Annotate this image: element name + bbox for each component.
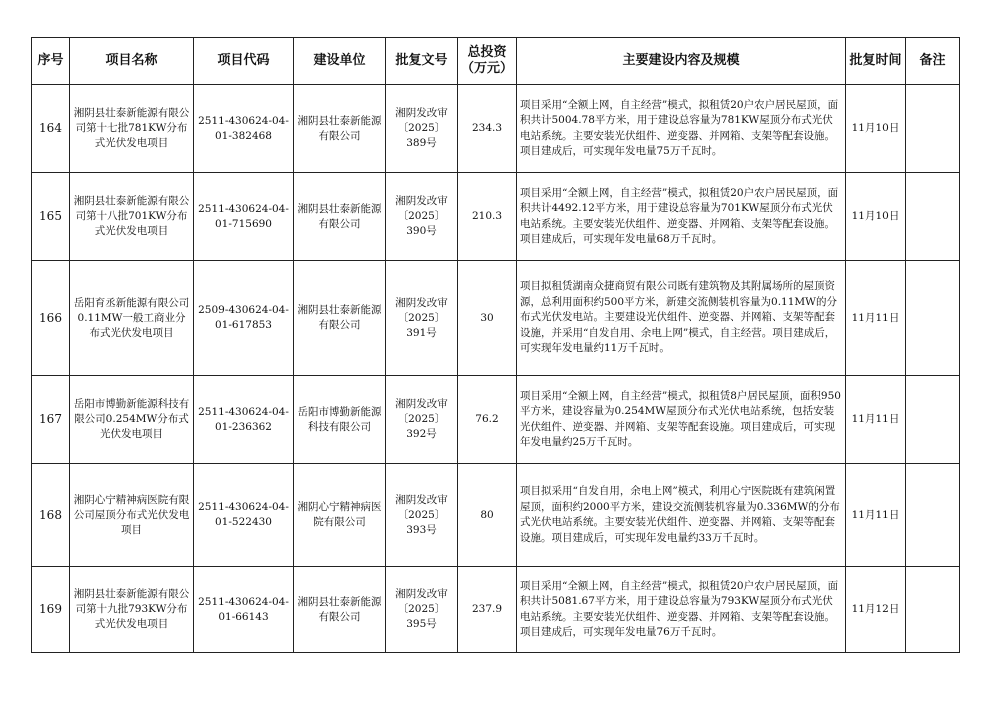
row-approval-doc: 湘阴发改审〔2025〕391号 <box>386 261 458 376</box>
row-content: 项目拟租赁湖南众捷商贸有限公司既有建筑物及其附属场所的屋顶资源，总利用面积约500平方米，新建交流侧装机容量为0.11MW的分布式光伏发电站。主要建设光伏组件、逆变器、并网箱、支架等配套设施，并采用“自发自用、余电上网”模式，自主经营。项目建成后，可实现年发电量约11万千瓦时。 <box>517 261 846 376</box>
row-approval-doc: 湘阴发改审〔2025〕395号 <box>386 567 458 653</box>
row-approval-date: 11月10日 <box>846 173 906 261</box>
row-content: 项目采用“全额上网，自主经营”模式，拟租赁20户农户居民屋顶，面积共计5004.78平方米，用于建设总容量为781KW屋顶分布式光伏电站系统。主要安装光伏组件、逆变器、并网箱、支架等配套设施。项目建成后，可实现年发电量75万千瓦时。 <box>517 85 846 173</box>
row-project-name: 湘阴县壮泰新能源有限公司第十九批793KW分布式光伏发电项目 <box>70 567 194 653</box>
row-project-name: 湘阴县壮泰新能源有限公司第十七批781KW分布式光伏发电项目 <box>70 85 194 173</box>
row-note <box>906 173 960 261</box>
table-row <box>32 376 960 464</box>
row-no: 168 <box>32 464 70 567</box>
row-no: 164 <box>32 85 70 173</box>
project-approval-table <box>31 37 960 653</box>
row-no: 165 <box>32 173 70 261</box>
row-project-code: 2511-430624-04-01-382468 <box>194 85 294 173</box>
header-unit: 建设单位 <box>294 38 386 85</box>
row-approval-doc: 湘阴发改审〔2025〕389号 <box>386 85 458 173</box>
table-row <box>32 464 960 567</box>
row-project-code: 2509-430624-04-01-617853 <box>194 261 294 376</box>
row-approval-doc: 湘阴发改审〔2025〕392号 <box>386 376 458 464</box>
row-content: 项目拟采用“自发自用，余电上网”模式，利用心宁医院既有建筑闲置屋顶，面积约2000平方米，建设交流侧装机容量为0.336MW的分布式光伏电站系统。主要安装光伏组件、逆变器、并网箱、支架等配套设施。项目建成后，可实现年发电量约33万千瓦时。 <box>517 464 846 567</box>
header-doc: 批复文号 <box>386 38 458 85</box>
row-no: 166 <box>32 261 70 376</box>
row-investment: 210.3 <box>458 173 517 261</box>
row-project-name: 湘阴县壮泰新能源有限公司第十八批701KW分布式光伏发电项目 <box>70 173 194 261</box>
row-approval-date: 11月11日 <box>846 376 906 464</box>
row-project-code: 2511-430624-04-01-522430 <box>194 464 294 567</box>
header-date: 批复时间 <box>846 38 906 85</box>
row-note <box>906 376 960 464</box>
row-build-unit: 湘阴县壮泰新能源有限公司 <box>294 173 386 261</box>
row-note <box>906 85 960 173</box>
row-no: 167 <box>32 376 70 464</box>
table-row <box>32 85 960 173</box>
table-row <box>32 567 960 653</box>
row-content: 项目采用“全额上网，自主经营”模式，拟租赁20户农户居民屋顶，面积共计5081.67平方米，用于建设总容量为793KW屋顶分布式光伏电站系统。主要安装光伏组件、逆变器、并网箱、支架等配套设施。项目建成后，可实现年发电量76万千瓦时。 <box>517 567 846 653</box>
table-row <box>32 173 960 261</box>
row-note <box>906 464 960 567</box>
row-build-unit: 湘阴县壮泰新能源有限公司 <box>294 85 386 173</box>
header-no: 序号 <box>32 38 70 85</box>
table-row <box>32 261 960 376</box>
row-note <box>906 261 960 376</box>
row-approval-date: 11月11日 <box>846 464 906 567</box>
row-project-name: 湘阴心宁精神病医院有限公司屋顶分布式光伏发电项目 <box>70 464 194 567</box>
header-code: 项目代码 <box>194 38 294 85</box>
row-approval-date: 11月11日 <box>846 261 906 376</box>
row-no: 169 <box>32 567 70 653</box>
row-approval-date: 11月12日 <box>846 567 906 653</box>
row-build-unit: 湘阴心宁精神病医院有限公司 <box>294 464 386 567</box>
row-build-unit: 湘阴县壮泰新能源有限公司 <box>294 567 386 653</box>
row-note <box>906 567 960 653</box>
row-project-code: 2511-430624-04-01-236362 <box>194 376 294 464</box>
row-project-name: 岳阳市博勤新能源科技有限公司0.254MW分布式光伏发电项目 <box>70 376 194 464</box>
row-investment: 30 <box>458 261 517 376</box>
row-build-unit: 湘阴县壮泰新能源有限公司 <box>294 261 386 376</box>
row-investment: 80 <box>458 464 517 567</box>
header-note: 备注 <box>906 38 960 85</box>
row-project-code: 2511-430624-04-01-715690 <box>194 173 294 261</box>
row-investment: 76.2 <box>458 376 517 464</box>
header-invest: 总投资 （万元） <box>458 38 517 85</box>
header-row <box>32 38 960 85</box>
header-content: 主要建设内容及规模 <box>517 38 846 85</box>
row-approval-doc: 湘阴发改审〔2025〕393号 <box>386 464 458 567</box>
row-approval-date: 11月10日 <box>846 85 906 173</box>
row-investment: 237.9 <box>458 567 517 653</box>
row-content: 项目采用“全额上网，自主经营”模式，拟租赁8户居民屋顶，面积950平方米，建设容量为0.254MW屋顶分布式光伏电站系统，包括安装光伏组件、逆变器、并网箱、支架等配套设施。项目建成后，可实现年发电量约25万千瓦时。 <box>517 376 846 464</box>
row-approval-doc: 湘阴发改审〔2025〕390号 <box>386 173 458 261</box>
header-name: 项目名称 <box>70 38 194 85</box>
row-build-unit: 岳阳市博勤新能源科技有限公司 <box>294 376 386 464</box>
row-project-name: 岳阳育丞新能源有限公司0.11MW一般工商业分布式光伏发电项目 <box>70 261 194 376</box>
row-project-code: 2511-430624-04-01-66143 <box>194 567 294 653</box>
row-content: 项目采用“全额上网，自主经营”模式，拟租赁20户农户居民屋顶，面积共计4492.12平方米，用于建设总容量为701KW屋顶分布式光伏电站系统。主要安装光伏组件、逆变器、并网箱、支架等配套设施。项目建成后，可实现年发电量68万千瓦时。 <box>517 173 846 261</box>
row-investment: 234.3 <box>458 85 517 173</box>
